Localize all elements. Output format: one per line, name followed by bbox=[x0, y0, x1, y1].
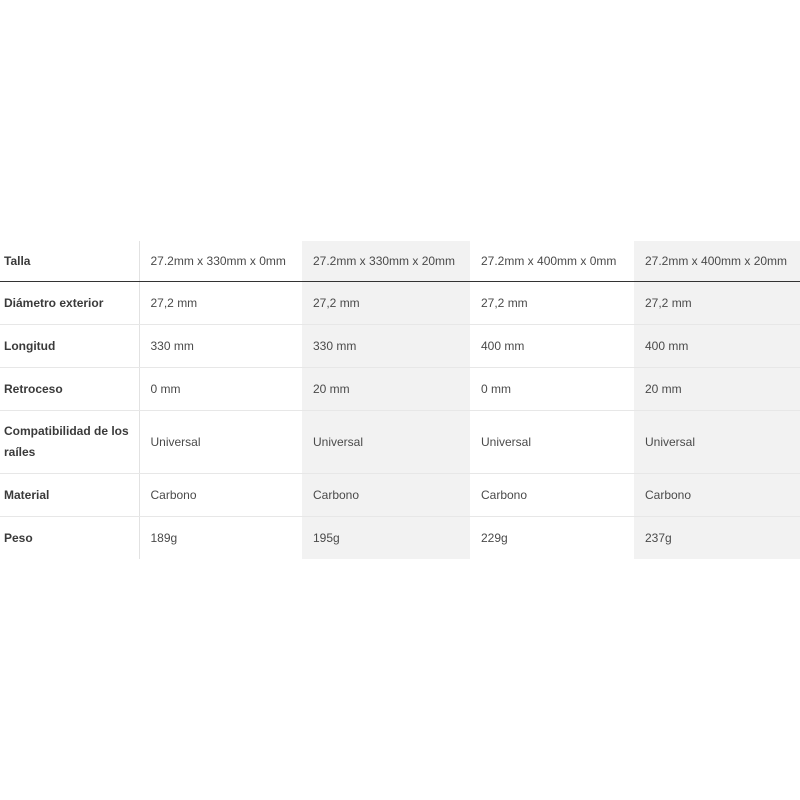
row-retroceso bbox=[0, 368, 800, 411]
cell-value: 27,2 mm bbox=[470, 282, 634, 325]
cell-value: 20 mm bbox=[302, 368, 470, 411]
cell-value: Universal bbox=[470, 411, 634, 474]
header-size-1: 27.2mm x 330mm x 0mm bbox=[139, 241, 302, 282]
row-compatibilidad-railes bbox=[0, 411, 800, 474]
header-size-3: 27.2mm x 400mm x 0mm bbox=[470, 241, 634, 282]
spec-table bbox=[0, 241, 800, 559]
cell-value: Carbono bbox=[139, 474, 302, 517]
row-label: Retroceso bbox=[0, 368, 139, 411]
spec-table-header bbox=[0, 241, 800, 282]
row-label: Peso bbox=[0, 517, 139, 560]
cell-value: Universal bbox=[634, 411, 800, 474]
cell-value: Carbono bbox=[302, 474, 470, 517]
cell-value: Carbono bbox=[470, 474, 634, 517]
cell-value: 27,2 mm bbox=[302, 282, 470, 325]
row-label: Compatibilidad de los raíles bbox=[0, 411, 139, 474]
row-label: Diámetro exterior bbox=[0, 282, 139, 325]
cell-value: 330 mm bbox=[302, 325, 470, 368]
cell-value: 229g bbox=[481, 531, 508, 545]
cell-value: 400 mm bbox=[470, 325, 634, 368]
row-peso bbox=[0, 517, 800, 560]
header-size-2: 27.2mm x 330mm x 20mm bbox=[302, 241, 470, 282]
cell-value: Universal bbox=[139, 411, 302, 474]
row-diametro-exterior bbox=[0, 282, 800, 325]
cell-value: 400 mm bbox=[634, 325, 800, 368]
cell-value: Carbono bbox=[634, 474, 800, 517]
cell-value: 27,2 mm bbox=[139, 282, 302, 325]
header-size-4: 27.2mm x 400mm x 20mm bbox=[634, 241, 800, 282]
row-material bbox=[0, 474, 800, 517]
row-longitud bbox=[0, 325, 800, 368]
cell-value: Universal bbox=[302, 411, 470, 474]
cell-value: 189g bbox=[150, 531, 178, 545]
cell-value: 195g bbox=[302, 517, 470, 560]
cell-value: 237g bbox=[634, 517, 800, 560]
cell-value: 0 mm bbox=[139, 368, 302, 411]
cell-value: 20 mm bbox=[634, 368, 800, 411]
row-label: Material bbox=[0, 474, 139, 517]
header-label-talla: Talla bbox=[0, 241, 139, 282]
cell-value: 0 mm bbox=[470, 368, 634, 411]
spec-table-body bbox=[0, 282, 800, 560]
row-label: Longitud bbox=[0, 325, 139, 368]
header-row bbox=[0, 241, 800, 282]
cell-value: 330 mm bbox=[139, 325, 302, 368]
cell-value: 27,2 mm bbox=[634, 282, 800, 325]
